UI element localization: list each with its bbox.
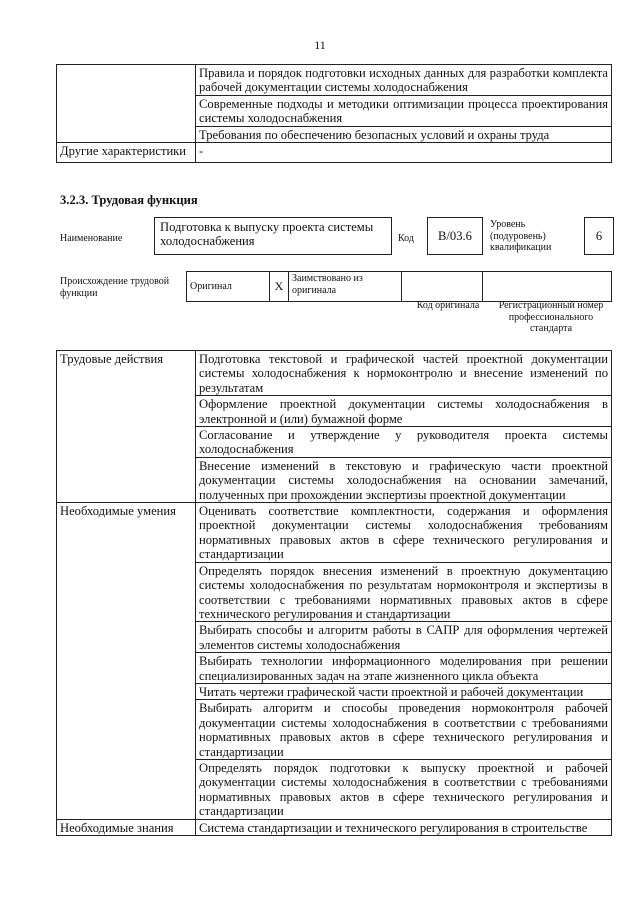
- code-original-caption: Код оригинала: [416, 300, 480, 311]
- continuation-table: [56, 64, 612, 163]
- table-cell: Определять порядок внесения изменений в проектную документацию системы холодоснабжения по результатам нормоконтроля и экспертизы в соответствии с требованиями нормативных правовых актов в сфере технического регулирования и стандартизации: [196, 562, 612, 622]
- table-row: [57, 819, 612, 835]
- origin-label: Происхождение трудовой функции: [60, 276, 170, 299]
- table-cell: Выбирать алгоритм и способы проведения нормоконтроля рабочей документации системы холодоснабжения в соответствии с требованиями нормативных правовых актов в сфере технического регулирования и стандартизации: [196, 700, 612, 760]
- table-cell: Современные подходы и методики оптимизации процесса проектирования системы холодоснабжения: [196, 95, 612, 126]
- borrowed-label: Заимствовано из оригинала: [289, 272, 402, 302]
- table-row: [57, 503, 612, 563]
- level-label: Уровень (подуровень) квалификации: [490, 219, 552, 253]
- table-cell: Определять порядок подготовки к выпуску проектной и рабочей документации системы холодоснабжения в соответствии с требованиями нормативных правовых актов в сфере технического регулирования и стандартизации: [196, 759, 612, 819]
- page-number: 11: [314, 38, 326, 52]
- code-label: Код: [398, 233, 414, 244]
- code-value: В/03.6: [438, 229, 472, 243]
- table-cell: Подготовка текстовой и графической частей проектной документации системы холодоснабжения к нормоконтролю и внесение изменений по результатам: [196, 351, 612, 396]
- table-row: [57, 65, 612, 96]
- reg-number-cell: [483, 272, 612, 302]
- function-name-box: [154, 217, 392, 255]
- original-label: Оригинал: [187, 272, 270, 302]
- table-row: [57, 143, 612, 163]
- original-mark: X: [270, 272, 289, 302]
- table-cell: Оценивать соответствие комплектности, содержания и оформления проектной документации системы холодоснабжения требованиям нормативных правовых актов в сфере технического регулирования и стандартизации: [196, 503, 612, 563]
- function-name-value: Подготовка к выпуску проекта системы холодоснабжения: [160, 220, 374, 249]
- table-cell-empty: [57, 65, 196, 143]
- table-cell: Внесение изменений в текстовую и графическую части проектной документации системы холодоснабжения на основании замечаний, полученных при прохождении экспертизы проектной документации: [196, 457, 612, 502]
- table-cell: Оформление проектной документации системы холодоснабжения в электронной и (или) бумажной форме: [196, 396, 612, 427]
- origin-table: [186, 271, 612, 302]
- level-value: 6: [595, 229, 603, 243]
- code-box: [427, 217, 483, 255]
- original-code-cell: [402, 272, 483, 302]
- row-label-knowledge: Необходимые знания: [57, 819, 196, 835]
- table-cell: -: [196, 143, 612, 163]
- table-row: [187, 272, 612, 302]
- table-cell: Выбирать способы и алгоритм работы в САПР для оформления чертежей элементов системы холодоснабжения: [196, 622, 612, 653]
- name-label: Наименование: [60, 233, 123, 244]
- table-row: [57, 351, 612, 396]
- table-cell: Читать чертежи графической части проектной и рабочей документации: [196, 683, 612, 699]
- table-cell: Правила и порядок подготовки исходных данных для разработки комплекта рабочей документации системы холодоснабжения: [196, 65, 612, 96]
- table-cell: Система стандартизации и технического регулирования в строительстве: [196, 819, 612, 835]
- row-label-other: Другие характеристики: [57, 143, 196, 163]
- function-details-table: [56, 350, 612, 836]
- row-label-actions: Трудовые действия: [57, 351, 196, 503]
- reg-number-caption: Регистрационный номер профессионального стандарта: [498, 300, 604, 334]
- section-title: 3.2.3. Трудовая функция: [60, 193, 198, 207]
- table-cell: Выбирать технологии информационного моделирования при решении специализированных задач на этапе жизненного цикла объекта: [196, 653, 612, 684]
- level-box: [584, 217, 614, 255]
- table-cell: Требования по обеспечению безопасных условий и охраны труда: [196, 126, 612, 142]
- table-cell: Согласование и утверждение у руководителя проекта системы холодоснабжения: [196, 427, 612, 458]
- row-label-skills: Необходимые умения: [57, 503, 196, 820]
